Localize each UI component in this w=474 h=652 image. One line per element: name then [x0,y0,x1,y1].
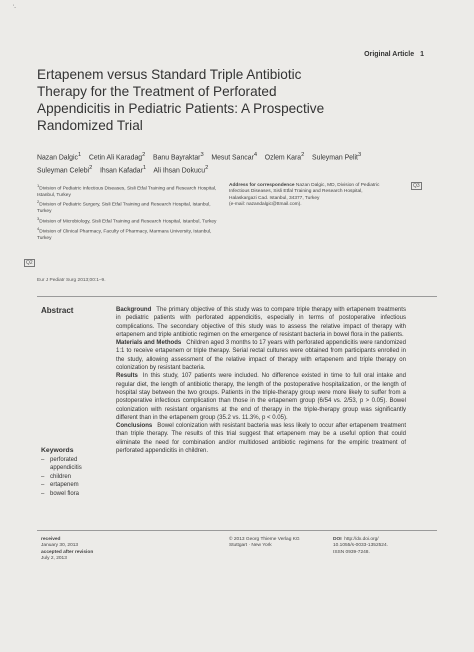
title-line: Appendicitis in Pediatric Patients: A Prospective [37,101,325,116]
author-sup: 2 [142,152,146,158]
scan-mark: '- [13,5,17,11]
journal-reference: Eur J Pediatr Surg 2013;00:1–9. [37,278,106,283]
author-sup: 3 [200,152,204,158]
abstract-section [116,372,406,422]
bullet-dash-icon: – [41,456,45,463]
author-sup: 2 [205,165,209,172]
copyright-line: Stuttgart · New York [229,543,272,549]
affiliation [37,183,223,199]
author-sup: 2 [89,165,93,172]
affiliation [37,216,223,226]
affiliation [37,226,223,242]
keywords-heading: Keywords [41,447,74,454]
running-header [364,51,424,58]
doi-line: http://dx.doi.org/ [344,537,379,542]
accepted-label: accepted after revision [41,549,94,555]
author-name: Banu Bayraktar [152,154,201,162]
doi-label: DOI [333,537,342,542]
doi-line: 10.1055/s-0033-1352524. [333,543,388,549]
article-title [37,66,437,134]
title-line: Ertapenem versus Standard Triple Antibiotic [37,67,302,82]
correspondence-line: (e-mail: nazandalgic@ttmail.com). [229,202,302,208]
abstract-section [116,422,406,455]
keyword-text: ertapenem [50,482,79,489]
keyword-text: perforated appendicitis [50,456,82,472]
affiliation-text: Division of Pediatric Surgery, Sisli Etfal Training and Research Hospital, Istanbul, Turkey [37,203,211,215]
abstract-section-text: Children aged 3 months to 17 years with perforated appendicitis were randomized 1:1 to receive ertapenem or triple therapy. Serial rectal cultures were obtained from participants enrolled in the study, allowing assessment of the relative impact of therapy with ertapenem and triple therapy on colonization by resistant bacteria. [116,340,407,372]
author-name: Cetin Ali Karadag [88,154,143,162]
bullet-dash-icon: – [41,473,45,480]
title-line: Randomized Trial [37,118,143,133]
correspondence [229,183,409,209]
received-date: January 30, 2013 [41,543,79,549]
bullet-dash-icon: – [41,490,45,497]
keyword-text: bowel flora [50,490,80,497]
abstract-section-text: The primary objective of this study was to compare triple therapy with ertapenem treatments in pediatric patients with perforated appendicitis, especially in terms of postoperative infectious complications. The secondary objective of this study was to assess the relative impact of therapy with ertapenem and triple antibiotic regimen on the emergence of resistant bacteria in bowel flora in the patients. [116,307,406,338]
abstract-section-heading: Background [116,307,152,313]
correspondence-line: Nazan Dalgic, MD, Division of Pediatric [295,183,380,188]
divider [37,530,437,531]
query-tag-left: Q2 [26,260,33,266]
abstract-section-heading: Results [116,373,138,380]
title-line: Therapy for the Treatment of Perforated [37,84,277,99]
author-name: Suleyman Celebi [37,167,90,175]
keyword-item [41,456,98,473]
author-sup: 1 [142,165,147,172]
affiliation [37,199,223,215]
author-line [37,163,427,176]
query-tag-right: Q3 [413,183,420,189]
copyright [229,537,300,550]
author-sup: 1 [77,152,82,158]
author-line [37,150,427,163]
author-sup: 2 [301,152,305,158]
author-name: Ali Ihsan Dokucu [153,167,206,175]
doi-line: ISSN 0939-7248. [333,549,370,555]
abstract-section-text: In this study, 107 patients were included. No difference existed in time to full oral intake and regular diet, the length of antibiotic therapy, the length of the postoperative hospitalization, or the length of hospital stay between the two groups. Patients in the triple-therapy group were more likely to suffer from a postoperative infectious complication than those in the ertapenem group (6/54 vs. 2/53, p > 0.05). Bowel colonization with resistant organisms at the end of therapy in the triple-therapy group was significantly different than in the ertapenem group (35.2 vs. 11.3%, p < 0.05). [116,373,406,421]
keyword-item [41,490,98,499]
keywords [41,447,98,499]
abstract-section-heading: Materials and Methods [116,340,182,347]
keyword-item [41,481,98,490]
affiliation-sup: 2 [37,199,40,205]
abstract-body [116,306,406,455]
section-label: Original Article [364,51,415,58]
affiliation-sup: 4 [37,225,40,231]
divider [37,296,437,297]
abstract-section-text: Bowel colonization with resistant bacteria was less likely to occur after ertapenem treatment than triple therapy. The results of this trial suggest that ertapenem may be a useful option that could eliminate the need for combination and/or multidosed antibiotic regimens for the empiric treatment of perforated appendicitis in children. [116,423,406,455]
keyword-list [41,456,98,499]
abstract-heading: Abstract [41,306,74,315]
received-label: received [41,537,61,542]
bullet-dash-icon: – [41,482,45,489]
author-name: Ozlem Kara [264,154,302,162]
affiliation-text: Division of Pediatric Infectious Diseases, Sisli Etfal Training and Research Hospital, Istanbul, Turkey [37,186,217,198]
affiliation-sup: 1 [37,183,40,188]
keyword-text: children [50,473,72,480]
author-name: Mesut Sancar [211,154,254,162]
copyright-line: © 2013 Georg Thieme Verlag KG [229,537,300,542]
affiliation-sup: 3 [37,215,40,221]
correspondence-label: Address for correspondence [229,183,295,188]
keyword-item [41,473,98,482]
affiliations [37,183,223,242]
doi-block [333,537,388,556]
page-number: 1 [420,51,424,58]
author-sup: 4 [253,152,258,158]
author-list [37,150,427,177]
affiliation-text: Division of Microbiology, Sisli Etfal Training and Research Hospital, Istanbul, Turkey [39,219,217,225]
correspondence-line: Halaskargazi Cad. Istanbul, 34377, Turkey [229,195,320,201]
author-name: Suleyman Pelit [312,154,358,162]
accepted-date: July 2, 2013 [41,556,67,562]
author-name: Ihsan Kafadar [99,167,143,175]
abstract-section-heading: Conclusions [116,423,153,430]
affiliation-text: Division of Clinical Pharmacy, Faculty of Pharmacy, Marmara University, Istanbul, Turkey [37,229,212,241]
abstract-section [116,339,406,372]
publication-dates [41,537,93,563]
correspondence-line: Infectious Diseases, Sisli Etfal Training and Research Hospital, [229,189,363,195]
author-sup: 3 [357,152,362,158]
author-name: Nazan Dalgic [37,154,78,162]
abstract-section [116,306,406,339]
